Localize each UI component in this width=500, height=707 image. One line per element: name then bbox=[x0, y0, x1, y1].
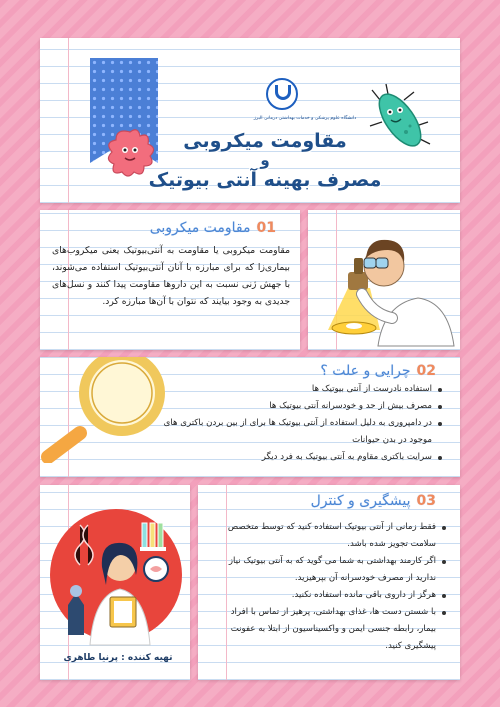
section-1-title: مقاومت میکروبی bbox=[149, 220, 251, 236]
list-item: سرایت باکتری مقاوم به آنتی بیوتیک به فرد دیگر bbox=[162, 449, 432, 466]
section-antimicrobial-resistance bbox=[40, 210, 300, 350]
logo-text: دانشگاه علوم پزشکی و خدمات بهداشتی درمانی البرز bbox=[253, 116, 357, 121]
university-logo-icon bbox=[266, 78, 298, 110]
section-3-title: پیشگیری و کنترل bbox=[310, 493, 411, 509]
scientist-microscope-illustration bbox=[308, 210, 460, 350]
section-3-heading bbox=[311, 493, 436, 509]
causes-list bbox=[162, 381, 446, 466]
list-item: فقط زمانی از آنتی بیوتیک استفاده کنید که توسط متخصص سلامت تجویز شده باشد. bbox=[210, 519, 436, 553]
section-2-title: چرایی و علت ؟ bbox=[320, 363, 411, 379]
author-credit: تهیه کننده : پرنیا طاهری bbox=[63, 653, 173, 663]
list-item: با شستن دست ها، غذای بهداشتی، پرهیز از تماس با افراد بیمار، رابطه جنسی ایمن و واکسیناسیون از ابتلا به عفونت پیشگیری کنید. bbox=[210, 604, 436, 655]
header-card bbox=[40, 38, 460, 203]
list-item: اگر کارمند بهداشتی به شما می گوید که به آنتی بیوتیک نیاز ندارید از مصرف خودسرانه آن بپرهیزید. bbox=[210, 553, 436, 587]
title-line-3: مصرف بهینه آنتی بیوتیک bbox=[148, 169, 382, 191]
title-line-1: مقاومت میکروبی bbox=[183, 130, 347, 152]
section-causes bbox=[40, 357, 460, 477]
list-item: در دامپروری به دلیل استفاده از آنتی بیوتیک ها برای از بین بردن باکتری های موجود در بدن حیوانات bbox=[162, 415, 432, 449]
list-item: استفاده نادرست از آنتی بیوتیک ها bbox=[162, 381, 432, 398]
researcher-illustration-card bbox=[40, 485, 190, 680]
title-line-2: و bbox=[260, 151, 270, 169]
section-3-number: 03 bbox=[416, 493, 436, 509]
list-item: مصرف بیش از حد و خودسرانه آنتی بیوتیک ها bbox=[162, 398, 432, 415]
section-prevention bbox=[198, 485, 460, 680]
section-2-number: 02 bbox=[416, 363, 436, 379]
prevention-list bbox=[210, 519, 450, 655]
section-1-text: مقاومت میکروبی یا مقاومت به آنتی‌بیوتیک یعنی میکروب‌های بیماری‌زا که برای مبارزه با آنان آنتی‌بیوتیک استفاده می‌شوند، با جهش ژنی نسبت به این داروها مقاومت پیدا کنند و نسل‌های جدیدی به وجود بیایند که نتوان با آن‌ها مبارزه کرد. bbox=[52, 245, 290, 307]
section-2-heading bbox=[320, 363, 436, 379]
section-1-heading bbox=[150, 220, 276, 236]
section-1-number: 01 bbox=[256, 220, 276, 236]
researcher-illustration bbox=[40, 485, 190, 655]
scientist-illustration-card bbox=[308, 210, 460, 350]
list-item: هرگز از داروی باقی مانده استفاده نکنید. bbox=[210, 587, 436, 604]
